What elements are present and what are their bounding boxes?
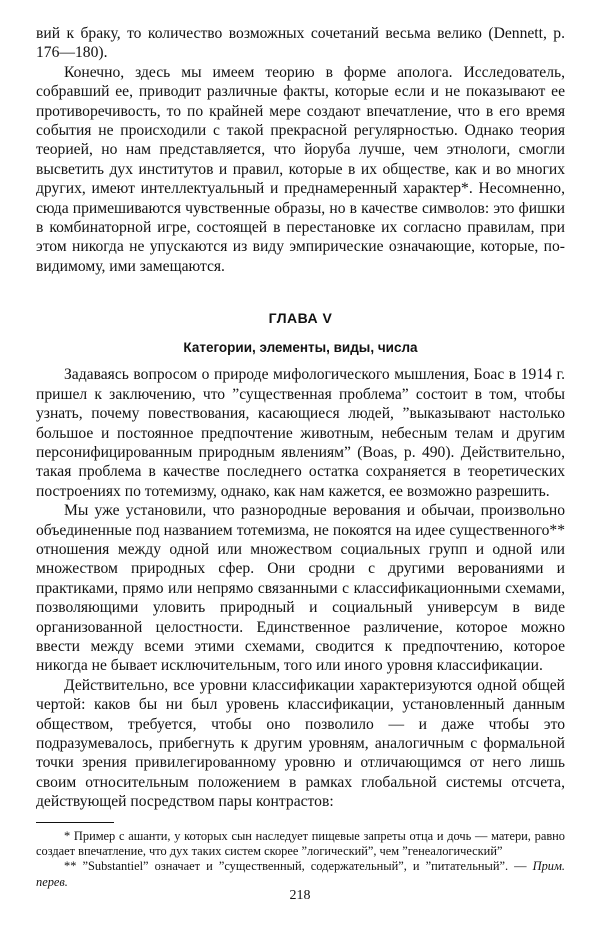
chapter-heading: ГЛАВА V [268, 310, 333, 327]
chapter-subtitle: Категории, элементы, виды, числа [183, 340, 418, 356]
paragraph-boas: Задаваясь вопросом о природе мифологического мышления, Боас в 1914 г. пришел к заключению, что ”существенная проблема” состоит в том, чтобы узнать, почему повествования, касающиеся людей, ”выказывают настолько большое и постоянное предпочтение животным, небесным телам и другим персонифицированным природным явлениям” (Boas, p. 490). Действительно, такая проблема в качестве последнего остатка сохраняется в теоретических построениях по тотемизму, однако, как нам кажется, ее возможно разрешить. [36, 366, 565, 500]
footnote-divider [36, 822, 114, 823]
paragraph-continued: вий к браку, то количество возможных сочетаний весьма велико (Dennett, p. 176—180). [36, 25, 565, 62]
footnote-2 [36, 859, 565, 890]
footnote-2-text: ** ”Substantiel” означает и ”существенный, содержательный”, и ”питательный”. — [64, 859, 533, 874]
paragraph-apologue: Конечно, здесь мы имеем теорию в форме аполога. Исследователь, собравший ее, приводит различные факты, которые если и не показывают ее противоречивость, то по крайней мере создают впечатление, что в его время события не происходили с такой прекрасной регулярностью. Однако теория теорией, но нам представляется, что йоруба лучше, чем этнологи, смогли высветить дух институтов и правил, которые в их обществе, как и во многих других, имеют интеллектуальный и преднамеренный характер*. Несомненно, сюда примешиваются чувственные образы, но в качестве символов: это фишки в комбинаторной игре, состоящей в перестановке их согласно правилам, при этом никогда не упускаются из виду эмпирические означающие, которые, по-видимому, ими замещаются. [36, 63, 565, 275]
footnote-1: * Пример с ашанти, у которых сын наследует пищевые запреты отца и дочь — матери, равно создает впечатление, что дух таких систем скорее ”логический”, чем ”генеалогический” [36, 828, 565, 859]
page-number: 218 [289, 888, 311, 903]
paragraph-levels: Действительно, все уровни классификации характеризуются одной общей чертой: каков бы ни был уровень классификации, установленный данным обществом, требуется, чтобы оно позволило — и даже чтобы это подразумевалось, прибегнуть к другим уровням, аналогичным с формальной точки зрения привилегированному уровню и отличающимся от него лишь своим относительным положением в рамках глобальной системы отсчета, действующей посредством пары контрастов: [36, 676, 565, 811]
paragraph-totemism: Мы уже установили, что разнородные верования и обычаи, произвольно объединенные под названием тотемизма, не покоятся на идее существенного** отношения между одной или множеством социальных групп и одной или множеством природных сфер. Они сродни с другими верованиями и практиками, прямо или непрямо связанными с классификационными схемами, позволяющими уловить природный и социальный универсум в виде организованной целостности. Единственное различение, которое можно ввести между всеми этими схемами, сводится к предпочтению, которое никогда не бывает исключительным, того или иного уровня классификации. [36, 502, 565, 675]
footnote-2-translator-note: Прим. перев. [36, 859, 565, 889]
